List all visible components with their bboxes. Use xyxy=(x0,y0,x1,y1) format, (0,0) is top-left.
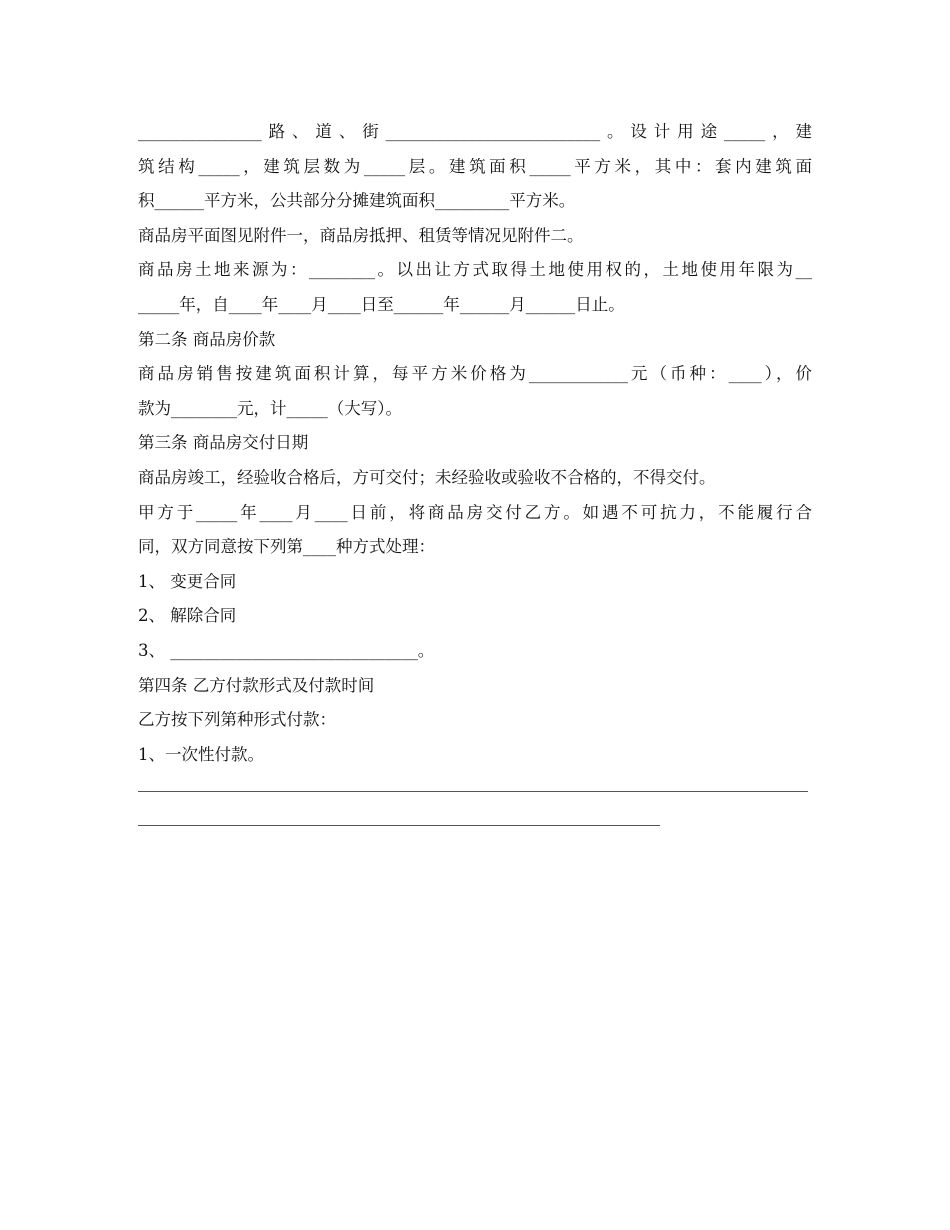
text-line-payment-method: 乙方按下列第种形式付款： xyxy=(138,710,336,730)
text-line-total-price: 款为________元，计_____（大写）。 xyxy=(138,398,402,418)
list-item-change-contract: 1、 变更合同 xyxy=(138,571,237,591)
text-line-price-per-sqm: 商品房销售按建筑面积计算，每平方米价格为____________元（币种：____），价 xyxy=(138,364,812,384)
text-line-land-source: 商品房土地来源为：________。以出让方式取得土地使用权的，土地使用年限为__ xyxy=(138,260,812,280)
text-line-attachments: 商品房平面图见附件一，商品房抵押、租赁等情况见附件二。 xyxy=(138,225,584,245)
text-line-land-term: _____年，自____年____月____日至______年______月______日止。 xyxy=(138,294,625,314)
section-heading-payment: 第四条 乙方付款形式及付款时间 xyxy=(138,675,375,695)
list-item-other-method: 3、 ______________________________。 xyxy=(138,640,435,660)
text-line-acceptance: 商品房竣工，经验收合格后，方可交付；未经验收或验收不合格的，不得交付。 xyxy=(138,467,716,487)
blank-fill-line xyxy=(138,791,808,792)
text-line-location-purpose: _______________路、道、街__________________________。设计用途_____，建 xyxy=(138,122,812,141)
section-heading-delivery: 第三条 商品房交付日期 xyxy=(138,433,309,453)
text-line-delivery-date: 甲方于_____年____月____日前，将商品房交付乙方。如遇不可抗力，不能履行合 xyxy=(138,502,812,522)
text-line-shared-area: 积______平方米，公共部分分摊建筑面积_________平方米。 xyxy=(138,191,576,211)
text-line-structure-area: 筑结构_____，建筑层数为_____层。建筑面积_____平方米，其中：套内建筑面 xyxy=(138,156,812,176)
text-line-handling-method: 同，双方同意按下列第____种方式处理： xyxy=(138,537,435,557)
list-item-terminate-contract: 2、 解除合同 xyxy=(138,606,237,626)
section-heading-price: 第二条 商品房价款 xyxy=(138,329,276,349)
list-item-lump-sum: 1、一次性付款。 xyxy=(138,744,264,764)
contract-page xyxy=(138,115,812,772)
blank-fill-line-short xyxy=(138,825,660,826)
